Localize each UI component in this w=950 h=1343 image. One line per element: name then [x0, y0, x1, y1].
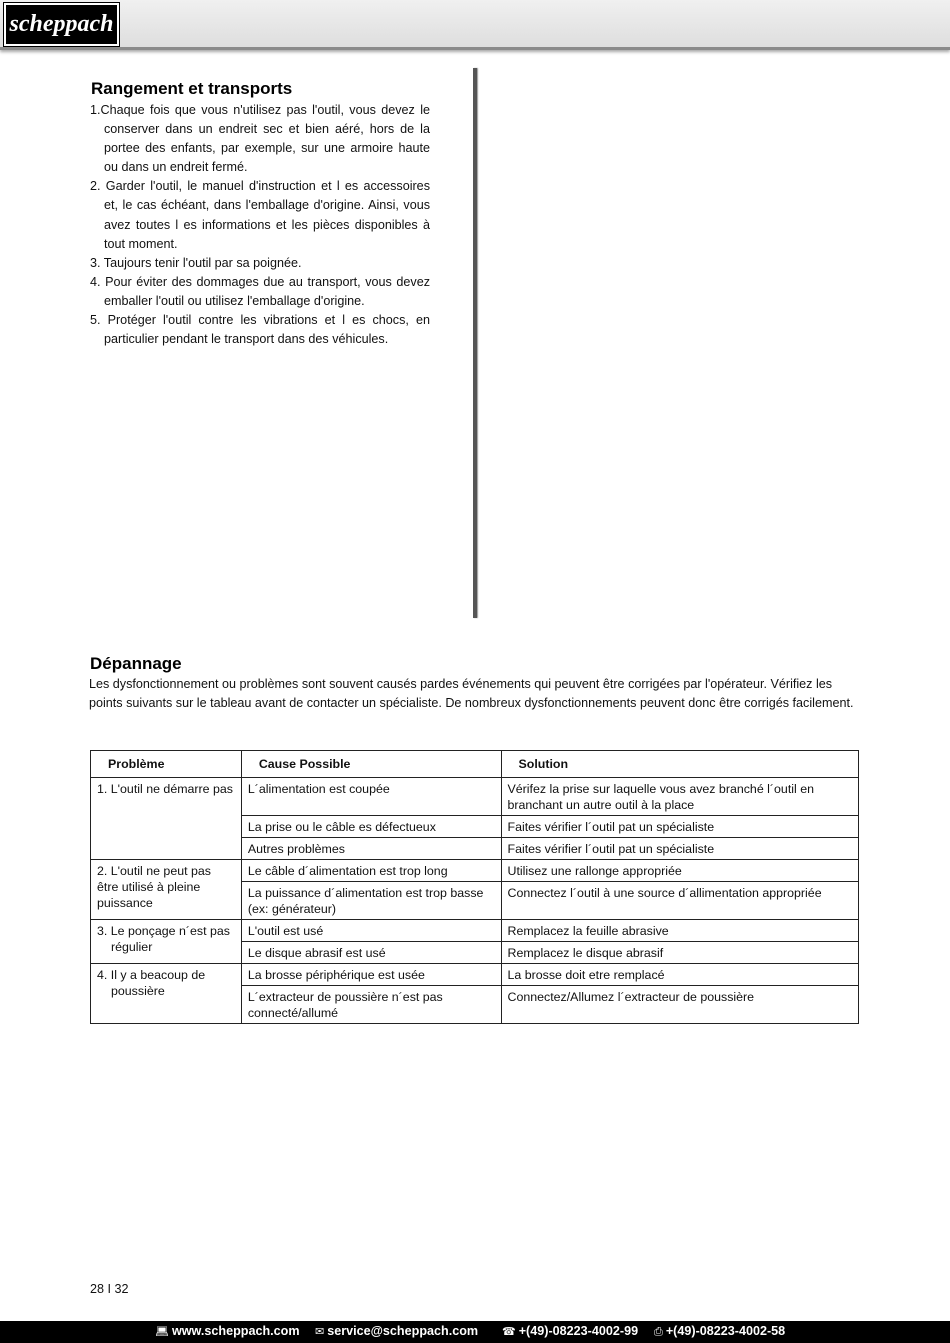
problem-cell	[91, 964, 242, 1024]
table-row	[91, 964, 859, 986]
list-item: 5. Protéger l'outil contre les vibrations et l es chocs, en particulier pendant le transport dans des véhicules.	[90, 313, 430, 347]
list-item: 2. Garder l'outil, le manuel d'instruction et l es accessoires et, le cas échéant, dans l'emballage d'origine. Ainsi, vous avez toutes l es informations et les pièces disponibles à tout moment.	[90, 179, 430, 251]
solution-cell: Utilisez une rallonge appropriée	[501, 860, 859, 882]
solution-cell: Connectez l´outil à une source d´allimentation appropriée	[501, 882, 859, 920]
footer-website-text: www.scheppach.com	[171, 1324, 300, 1338]
cause-cell: Le disque abrasif est usé	[241, 942, 501, 964]
phone-icon: ☎︎	[502, 1326, 516, 1338]
table-row	[91, 860, 859, 882]
troubleshooting-table	[90, 750, 859, 1024]
cause-cell: La puissance d´alimentation est trop basse (ex: générateur)	[241, 882, 501, 920]
problem-text: 2. L'outil ne peut pas être utilisé à pleine puissance	[97, 864, 211, 910]
list-item: 1.Chaque fois que vous n'utilisez pas l'outil, vous devez le conserver dans un endreit sec et bien aéré, hors de la portee des enfants, par exemple, sur une armoire haute ou dans un endreit fermé.	[90, 103, 430, 175]
cause-cell: La brosse périphérique est usée	[241, 964, 501, 986]
cause-cell: La prise ou le câble es défectueux	[241, 816, 501, 838]
cause-cell: L´extracteur de poussière n´est pas connecté/allumé	[241, 986, 501, 1024]
storage-instructions-list	[90, 101, 430, 349]
page-number: 28 I 32	[90, 1282, 129, 1296]
footer-phone-text: +(49)-08223-4002-99	[518, 1324, 639, 1338]
scheppach-logo: scheppach	[4, 3, 119, 46]
troubleshooting-section-title: Dépannage	[90, 654, 182, 673]
footer-email[interactable]	[315, 1324, 478, 1338]
cause-cell: Le câble d´alimentation est trop long	[241, 860, 501, 882]
footer-phone	[502, 1324, 638, 1338]
solution-cell: Faites vérifier l´outil pat un spécialiste	[501, 816, 859, 838]
problem-cell	[91, 920, 242, 964]
table-row	[91, 778, 859, 816]
fax-icon: ⎙	[654, 1326, 663, 1338]
cause-cell: L´alimentation est coupée	[241, 778, 501, 816]
list-item: 3. Taujours tenir l'outil par sa poignée.	[90, 255, 302, 270]
column-header-cause: Cause Possible	[241, 751, 501, 778]
problem-cell	[91, 860, 242, 920]
solution-cell: Faites vérifier l´outil pat un spécialiste	[501, 838, 859, 860]
problem-text: 3. Le ponçage n´est pas régulier	[97, 924, 230, 954]
solution-cell: La brosse doit etre remplacé	[501, 964, 859, 986]
footer-fax-text: +(49)-08223-4002-58	[665, 1324, 786, 1338]
footer-email-text: service@scheppach.com	[327, 1324, 479, 1338]
problem-text: 1. L'outil ne démarre pas	[97, 782, 233, 796]
footer-fax	[654, 1324, 785, 1339]
table-row	[91, 920, 859, 942]
solution-cell: Remplacez la feuille abrasive	[501, 920, 859, 942]
computer-icon: 💻︎	[155, 1326, 169, 1338]
solution-cell: Remplacez le disque abrasif	[501, 942, 859, 964]
footer-website[interactable]	[155, 1324, 300, 1338]
column-divider	[473, 68, 477, 618]
column-header-solution: Solution	[501, 751, 859, 778]
footer-bar	[0, 1321, 950, 1343]
table-header-row	[91, 751, 859, 778]
storage-section-title: Rangement et transports	[91, 79, 293, 98]
cause-cell: L'outil est usé	[241, 920, 501, 942]
email-icon: ✉︎	[315, 1326, 325, 1338]
cause-cell: Autres problèmes	[241, 838, 501, 860]
solution-cell: Connectez/Allumez l´extracteur de poussière	[501, 986, 859, 1024]
column-header-problem: Problème	[91, 751, 242, 778]
header-bar	[0, 0, 950, 50]
problem-text: 4. Il y a beacoup de poussière	[97, 968, 206, 998]
solution-cell: Vérifez la prise sur laquelle vous avez branché l´outil en branchant un autre outil à la place	[501, 778, 859, 816]
troubleshooting-intro: Les dysfonctionnement ou problèmes sont souvent causés pardes événements qui peuvent être corrigées par l'opérateur. Vérifiez les points suivants sur le tableau avant de contacter un spécialiste. De nombreux dysfonctionnements peuvent donc être corrigés facilement.	[89, 677, 854, 710]
problem-cell	[91, 778, 242, 860]
list-item: 4. Pour éviter des dommages due au transport, vous devez emballer l'outil ou utilisez l'emballage d'origine.	[90, 274, 430, 308]
